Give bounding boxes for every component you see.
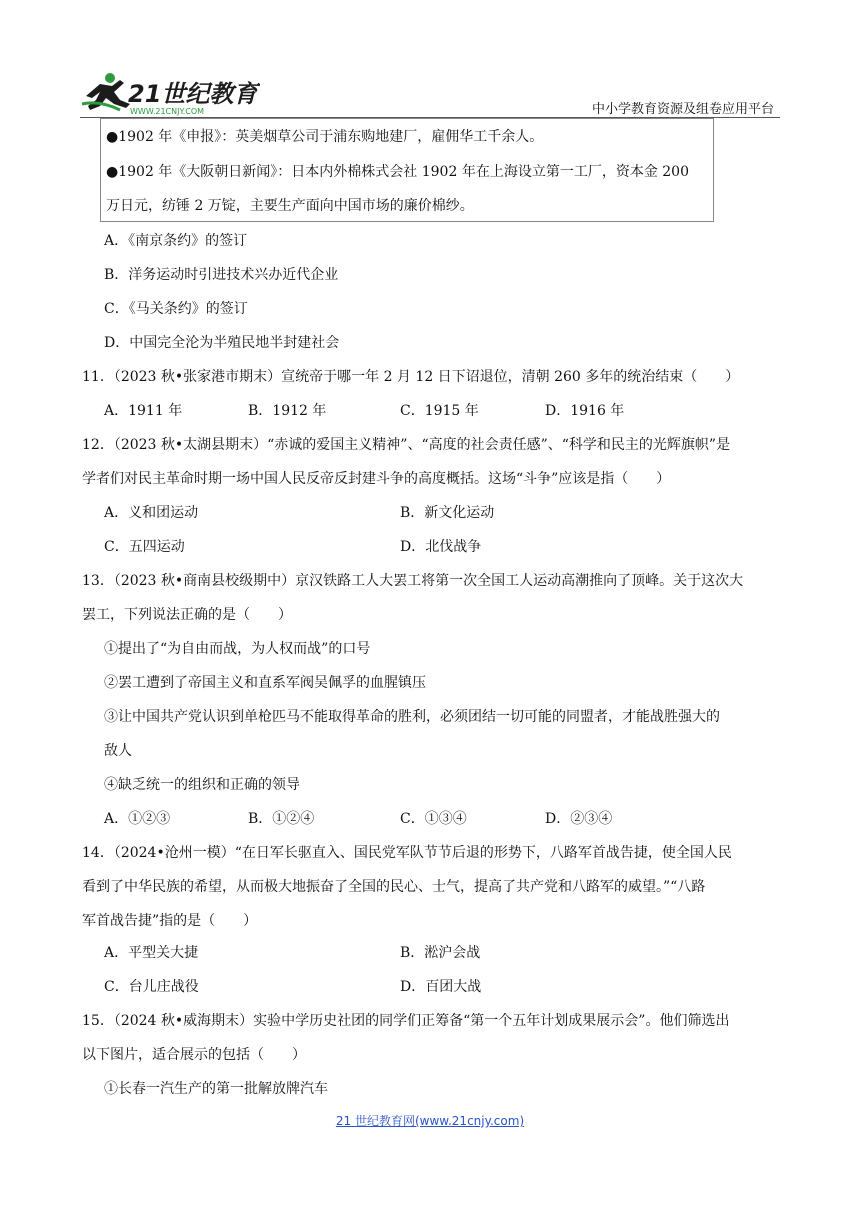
q13-option-c: C．①③④ <box>400 811 467 827</box>
q12-option-a: A．义和团运动 <box>104 505 199 521</box>
page-footer <box>0 1112 860 1129</box>
q13-option-a: A．①②③ <box>104 811 171 827</box>
q13-statement-2: ②罢工遭到了帝国主义和直系军阀吴佩孚的血腥镇压 <box>104 675 426 691</box>
q13-statement-1: ①提出了“为自由而战，为人权而战”的口号 <box>104 641 371 657</box>
material-line-1: ●1902 年《申报》：英美烟草公司于浦东购地建厂，雇佣华工千余人。 <box>106 129 544 145</box>
q14-stem-line-3: 军首战告捷”指的是（ ） <box>82 913 258 929</box>
q11-option-c: C．1915 年 <box>400 403 479 419</box>
q15-statement-1: ①长春一汽生产的第一批解放牌汽车 <box>104 1081 328 1097</box>
q12-option-d: D．北伐战争 <box>400 539 482 555</box>
logo-main-text: 21世纪教育 <box>128 80 258 108</box>
q13-option-d: D．②③④ <box>545 811 613 827</box>
site-logo <box>80 70 260 118</box>
q10-option-b: B．洋务运动时引进技术兴办近代企业 <box>104 267 339 283</box>
q13-option-b: B．①②④ <box>248 811 315 827</box>
q10-option-d: D．中国完全沦为半殖民地半封建社会 <box>104 335 340 351</box>
q11-option-d: D．1916 年 <box>545 403 625 419</box>
q10-option-a: A．《南京条约》的签订 <box>104 233 248 249</box>
q13-statement-3b: 敌人 <box>104 743 132 759</box>
q15-stem-line-1: 15．（2024 秋•威海期末）实验中学历史社团的同学们正筹备“第一个五年计划成果展示会”。他们筛选出 <box>82 1013 730 1029</box>
q12-option-c: C．五四运动 <box>104 539 185 555</box>
q12-stem-line-1: 12．（2023 秋•太湖县期末）“赤诚的爱国主义精神”、“高度的社会责任感”、“科学和民主的光辉旗帜”是 <box>82 437 731 453</box>
q13-statement-3a: ③让中国共产党认识到单枪匹马不能取得革命的胜利，必须团结一切可能的同盟者，才能战胜强大的 <box>104 709 720 725</box>
material-line-3: 万日元，纺锤 2 万锭，主要生产面向中国市场的廉价棉纱。 <box>106 198 474 214</box>
logo-sub-text: WWW.21CNJY.COM <box>130 107 205 116</box>
q12-option-b: B．新文化运动 <box>400 505 495 521</box>
q13-statement-4: ④缺乏统一的组织和正确的领导 <box>104 777 300 793</box>
q14-option-c: C．台儿庄战役 <box>104 979 199 995</box>
q11-option-b: B．1912 年 <box>248 403 327 419</box>
q14-stem-line-2: 看到了中华民族的希望，从而极大地振奋了全国的民心、士气，提高了共产党和八路军的威望。”“八路 <box>82 879 706 895</box>
runner-logo-icon <box>80 70 260 118</box>
material-line-2: ●1902 年《大阪朝日新闻》：日本内外棉株式会社 1902 年在上海设立第一工厂，资本金 200 <box>106 164 689 180</box>
q15-stem-line-2: 以下图片，适合展示的包括（ ） <box>82 1047 306 1063</box>
q11-stem: 11．（2023 秋•张家港市期末）宣统帝于哪一年 2 月 12 日下诏退位，清朝 260 多年的统治结束（ ） <box>82 369 740 385</box>
platform-title: 中小学教育资源及组卷应用平台 <box>591 102 774 117</box>
q14-stem-line-1: 14．（2024•沧州一模）“在日军长驱直入、国民党军队节节后退的形势下，八路军首战告捷，使全国人民 <box>82 845 732 861</box>
q14-option-d: D．百团大战 <box>400 979 482 995</box>
q14-option-b: B．淞沪会战 <box>400 945 481 961</box>
footer-link[interactable]: 21 世纪教育网(www.21cnjy.com) <box>335 1114 525 1128</box>
q10-option-c: C．《马关条约》的签订 <box>104 301 248 317</box>
q11-option-a: A．1911 年 <box>104 403 183 419</box>
q12-stem-line-2: 学者们对民主革命时期一场中国人民反帝反封建斗争的高度概括。这场“斗争”应该是指（ ） <box>82 471 671 487</box>
q13-stem-line-2: 罢工，下列说法正确的是（ ） <box>82 607 292 623</box>
q14-option-a: A．平型关大捷 <box>104 945 199 961</box>
q13-stem-line-1: 13．（2023 秋•商南县校级期中）京汉铁路工人大罢工将第一次全国工人运动高潮推向了顶峰。关于这次大 <box>82 573 744 589</box>
